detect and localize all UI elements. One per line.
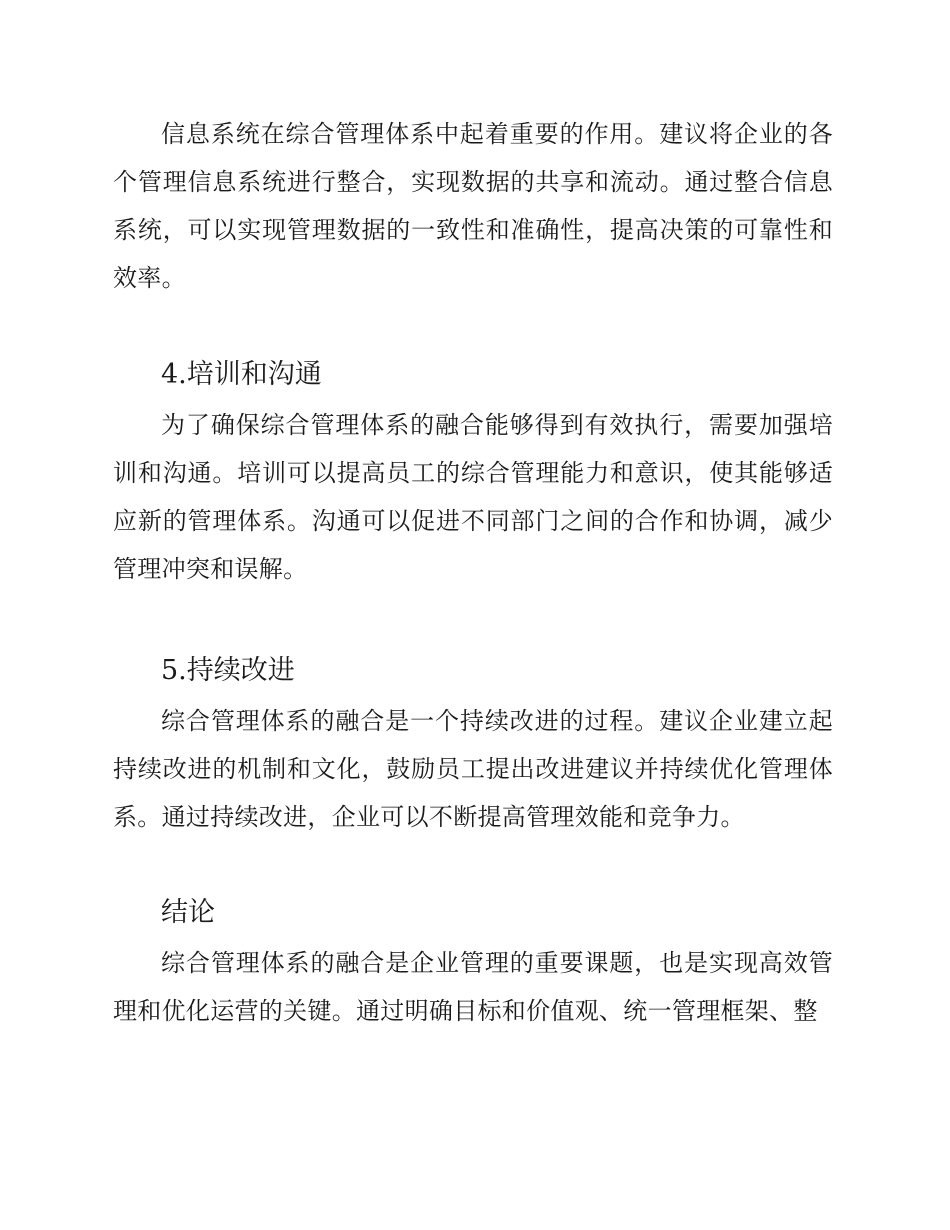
paragraph-conclusion: 综合管理体系的融合是企业管理的重要课题，也是实现高效管理和优化运营的关键。通过明确目标和价值观、统一管理框架、整 [113, 949, 833, 1025]
heading-continuous-improvement: 5.持续改进 [161, 655, 295, 686]
paragraph-continuous-improvement: 综合管理体系的融合是一个持续改进的过程。建议企业建立起持续改进的机制和文化，鼓励员工提出改进建议并持续优化管理体系。通过持续改进，企业可以不断提高管理效能和竞争力。 [113, 707, 833, 831]
paragraph-training-communication: 为了确保综合管理体系的融合能够得到有效执行，需要加强培训和沟通。培训可以提高员工的综合管理能力和意识，使其能够适应新的管理体系。沟通可以促进不同部门之间的合作和协调，减少管理冲突和误解。 [113, 411, 833, 583]
heading-conclusion: 结论 [161, 897, 215, 928]
heading-training-communication: 4.培训和沟通 [161, 359, 322, 390]
document-page [113, 110, 833, 1035]
paragraph-information-systems: 信息系统在综合管理体系中起着重要的作用。建议将企业的各个管理信息系统进行整合，实现数据的共享和流动。通过整合信息系统，可以实现管理数据的一致性和准确性，提高决策的可靠性和效率。 [113, 120, 833, 292]
